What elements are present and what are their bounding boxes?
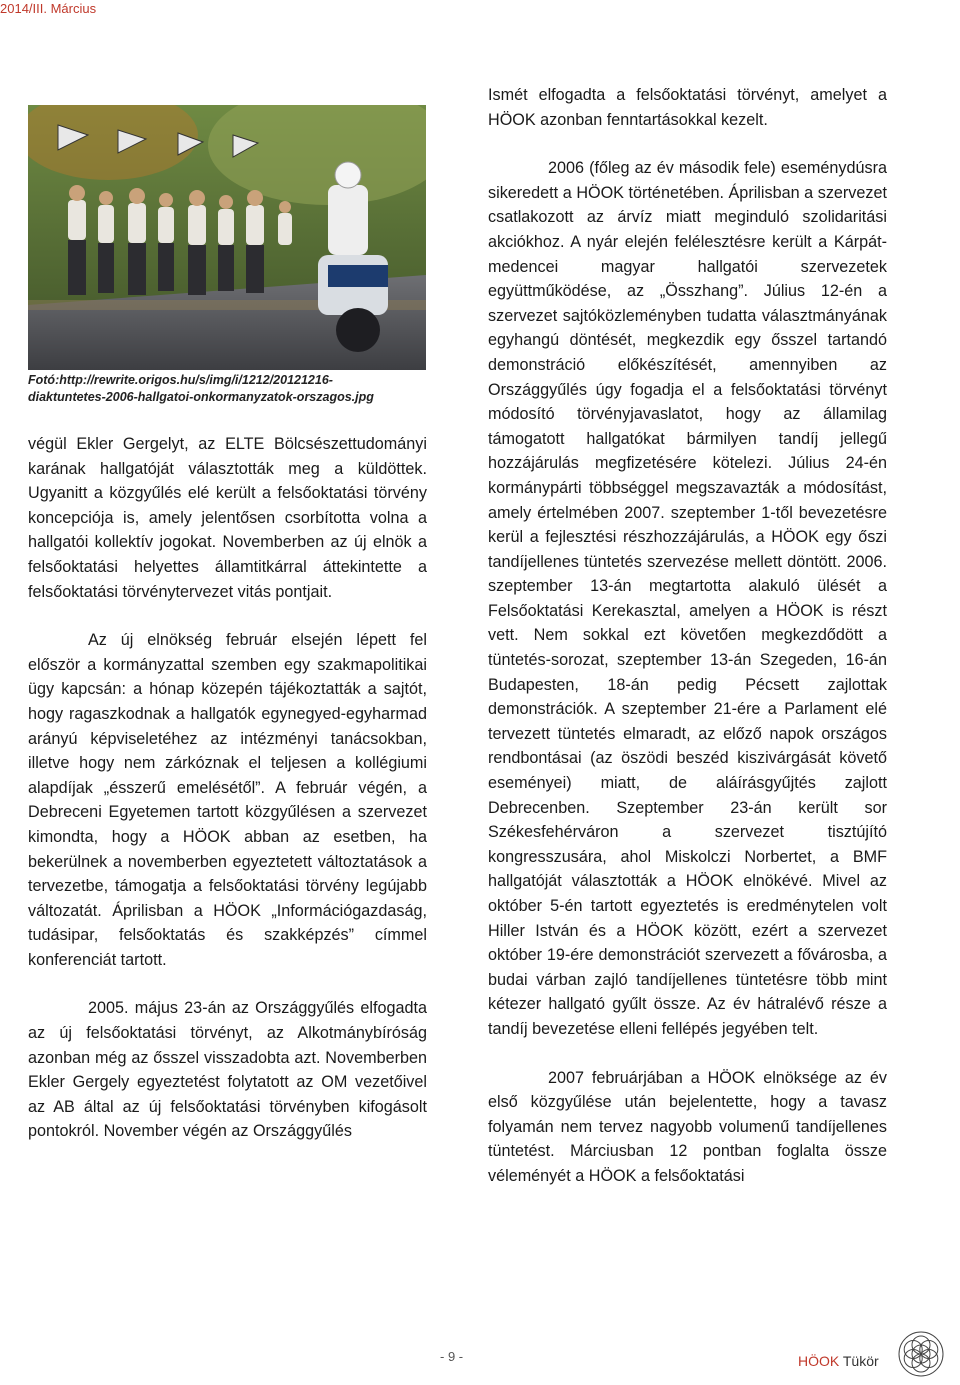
left-column — [28, 432, 427, 1144]
photo-caption — [28, 372, 428, 406]
flower-of-life-logo-icon — [897, 1330, 945, 1378]
demonstration-photo — [28, 105, 426, 370]
brand-tukor: Tükör — [839, 1353, 879, 1369]
paragraph: Ismét elfogadta a felsőoktatási törvényt, amelyet a HÖOK azonban fenntartásokkal kezelt. — [488, 86, 887, 129]
paragraph: 2006 (főleg az év második fele) eseménydúsra sikeredett a HÖOK történetében. Áprilisban a szervezet csatlakozott az árvíz miatt meginduló szolidaritási akciókhoz. A nyár elején felélesztésre került a Kárpát-medencei magyar hallgatói szervezetek együttműködése, az „Összhang”. Július 12-én a szervezet sajtóközleményben tudatta választmányának egyhangú döntését, megkezdik egy ősszel tartandó demonstráció előkészítését, amennyiben az Országgyűlés úgy fogadja el a felsőoktatási törvényt módosító törvényjavaslatot, hogy az államilag támogatott hallgatókat bármilyen tandíj jellegű hozzájárulás megfizetésére kötelezi. Július 24-én kormánypárti többséggel megszavazták a módosítást, amely értelmében 2007. szeptember 1-től bevezetésre kerül a fejlesztési részhozzájárulás, a HÖOK egy őszi tandíjellenes tüntetés szervezése mellett döntött. 2006. szeptember 13-án megtartotta alakuló ülését a Felsőoktatási Kerekasztal, amelyen a HÖOK is részt vett. Nem sokkal ezt követően megkezdődött a tüntetés-sorozat, szeptember 13-án Szegeden, 16-án Budapesten, 18-án pedig Pécsett zajlottak demonstrációk. A szeptember 21-ére a Parlament elé tervezett tüntetés elmaradt, az előző napok országos rendbontásai (az öszödi beszéd kiszivárgását követő eseményei) miatt, de aláírásgyűjtés zajlott Debrecenben. Szeptember 23-án került sor Székesfehérváron a szervezet tisztújító kongresszusára, ahol Miskolczi Norbertet, a BMF hallgatóját választották a HÖOK elnökévé. Mivel az október 5-én tartott egyeztetés is eredménytelen volt Hiller István és a HÖOK között, ezért a szervezet október 19-ére demonstrációt szervezett a fővárosba, a budai várban zajló tandíjellenes tüntetésre több mint kétezer hallgató gyűlt össze. Az év hátralévő része a tandíj bevezetése elleni fellépés jegyében telt. — [488, 159, 887, 1038]
issue-header: 2014/III. Március — [0, 1, 97, 16]
caption-line: Fotó:http://rewrite.origos.hu/s/img/i/1212/20121216- — [28, 373, 333, 387]
page-number: - 9 - — [440, 1349, 464, 1364]
magazine-brand — [798, 1353, 879, 1369]
caption-line: diaktuntetes-2006-hallgatoi-onkormanyzatok-orszagos.jpg — [28, 390, 374, 404]
paragraph: végül Ekler Gergelyt, az ELTE Bölcsészettudományi karának hallgatóját választották meg a küldöttek. Ugyanitt a közgyűlés elé került a felsőoktatási törvény koncepciója is, amely jelentősen csorbította volna a hallgatói kollektív jogokat. Novemberben az új elnök a felsőoktatási helyettes államtitkárral áttekintette a felsőoktatási törvénytervezet vitás pontjait. — [28, 435, 427, 601]
right-column — [488, 83, 887, 1189]
paragraph: 2005. május 23-án az Országgyűlés elfogadta az új felsőoktatási törvényt, az Alkotmánybíróság azonban még az ősszel visszadobta azt. Novemberben Ekler Gergely egyeztetést folytatott az OM vezetőivel az AB által az új felsőoktatási törvényben kifogásolt pontokról. November végén az Országgyűlés — [28, 999, 427, 1141]
paragraph: Az új elnökség február elsején lépett fel először a kormányzattal szemben egy szakmapolitikai ügy kapcsán: a hónap közepén tájékoztatták a sajtót, hogy ragaszkodnak a hallgatók egynegyed-egyharmad arányú képviseletéhez az intézményi tanácsokban, illetve hogy nem zárkóznak el teljesen a kollégiumi alapdíjak „ésszerű emelésétől”. A február végén, a Debreceni Egyetemen tartott közgyűlésen a szervezet kimondta, hogy a HÖOK abban az esetben, ha bekerülnek a novemberben egyeztetett változtatások a tervezetbe, támogatja a felsőoktatási törvény legújabb változatát. Áprilisban a HÖOK „Információgazdaság, tudásipar, felsőoktatás és szakképzés” címmel konferenciát tartott. — [28, 631, 427, 969]
brand-hook: HÖOK — [798, 1353, 840, 1369]
paragraph: 2007 februárjában a HÖOK elnöksége az év első közgyűlése után bejelentette, hogy a tavasz folyamán nem tervez nagyobb volumenű tandíjellenes tüntetést. Márciusban 12 pontban foglalta össze véleményét a HÖOK a felsőoktatási — [488, 1068, 887, 1185]
